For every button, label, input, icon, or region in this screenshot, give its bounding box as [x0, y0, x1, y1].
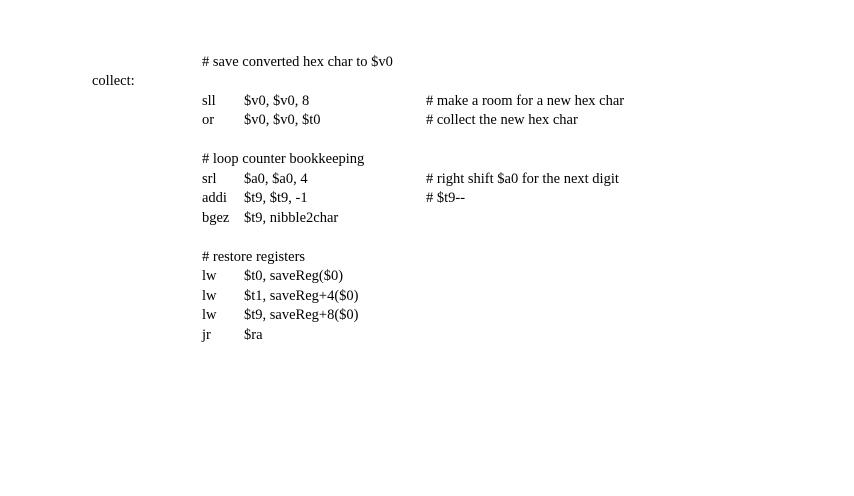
- instruction-args: $v0, $v0, 8: [244, 93, 310, 109]
- instruction-args: $v0, $v0, $t0: [244, 112, 321, 128]
- instruction-op: lw: [202, 307, 217, 323]
- instruction-comment: # right shift $a0 for the next digit: [426, 171, 619, 187]
- instruction-op: srl: [202, 171, 217, 187]
- instruction-args: $ra: [244, 327, 263, 343]
- comment-save-hex-char: # save converted hex char to $v0: [202, 54, 393, 70]
- instruction-op: or: [202, 112, 215, 128]
- instruction-op: lw: [202, 288, 217, 304]
- instruction-comment: # $t9--: [426, 190, 466, 206]
- instruction-comment: # collect the new hex char: [426, 112, 578, 128]
- code-label-collect: collect:: [92, 73, 135, 89]
- instruction-args: $t9, saveReg+8($0): [244, 307, 359, 323]
- instruction-op: lw: [202, 268, 217, 284]
- instruction-comment: # make a room for a new hex char: [426, 93, 625, 109]
- instruction-args: $t1, saveReg+4($0): [244, 288, 359, 304]
- instruction-op: sll: [202, 93, 216, 109]
- instruction-args: $a0, $a0, 4: [244, 171, 308, 187]
- instruction-op: addi: [202, 190, 227, 206]
- instruction-args: $t9, $t9, -1: [244, 190, 308, 206]
- comment-restore-registers: # restore registers: [202, 249, 306, 265]
- comment-loop-counter: # loop counter bookkeeping: [202, 151, 365, 167]
- instruction-op: jr: [202, 327, 211, 343]
- instruction-args: $t9, nibble2char: [244, 210, 339, 226]
- instruction-op: bgez: [202, 210, 230, 226]
- instruction-args: $t0, saveReg($0): [244, 268, 344, 284]
